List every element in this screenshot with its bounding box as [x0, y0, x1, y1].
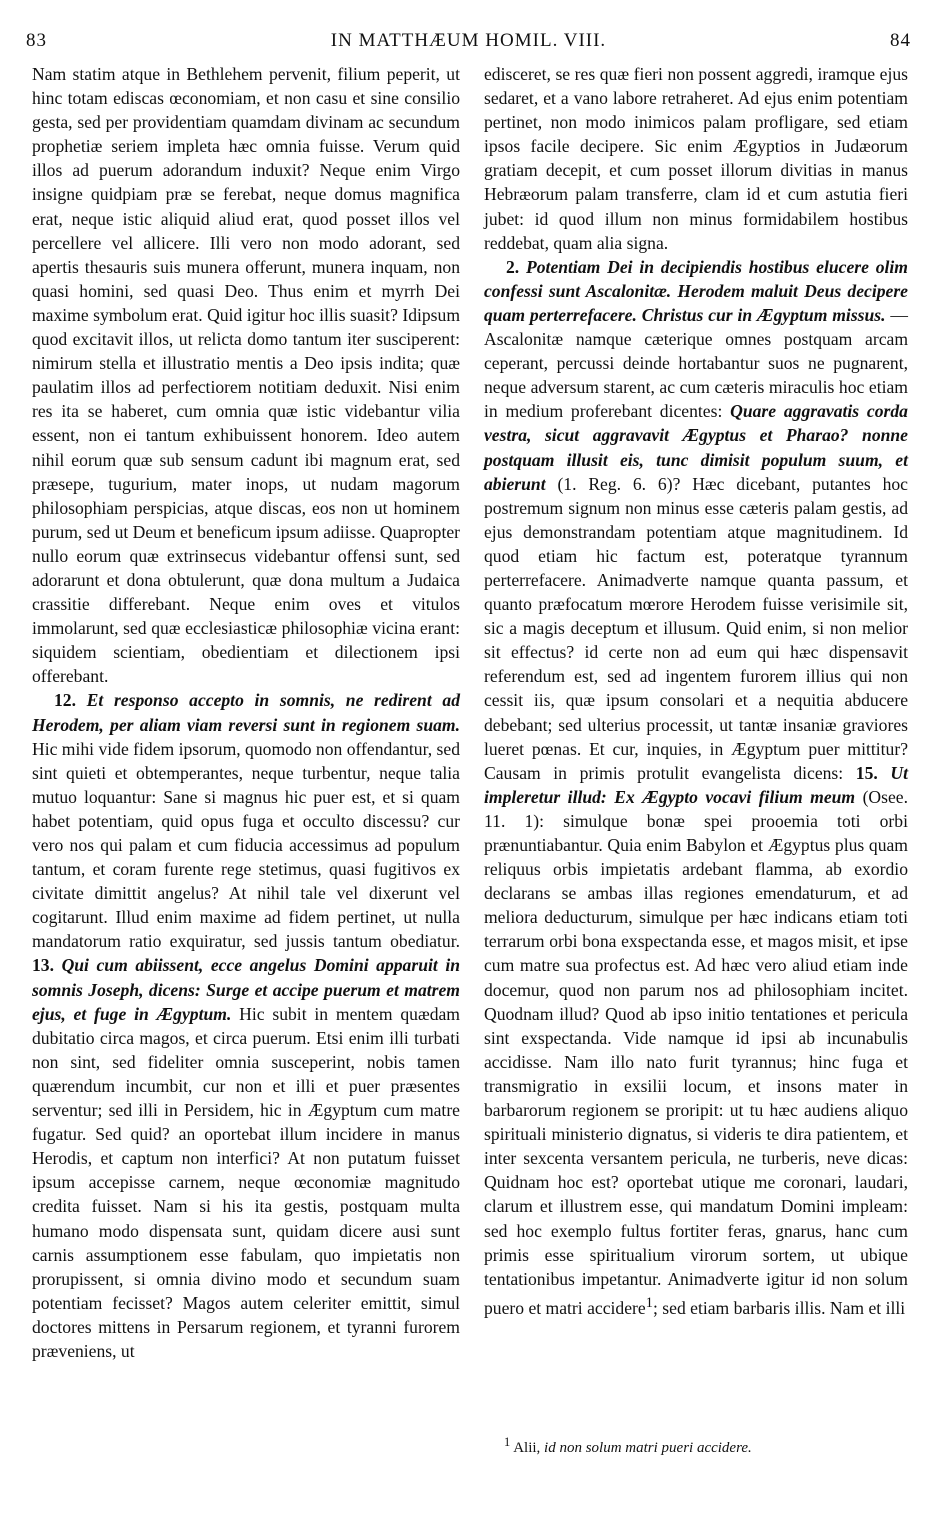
verse-12 — [32, 688, 460, 1363]
left-column — [32, 62, 460, 1363]
verse-number: 12. — [54, 690, 76, 711]
scripture-quote: Quare aggravatis corda vestra, sicut aggravavit Ægyptus et Pharao? nonne postquam illusit eis, tunc dimisit populum suum, et abierunt — [484, 401, 908, 494]
paragraph-text: ; sed etiam barbaris illis. Nam et illi — [653, 1297, 906, 1318]
paragraph-text: Hæc dicebant, putantes hoc postremum signum non minus esse cæteris palam gestis, ad ejus demonstrandam potentiam atque magnitudinem. Id quod etiam hic factum est, poteratque tyrannum perterrefacere. Animadverte namque quanta passum, et quanto præfocatum mœrore Herodem fuisse verisimile sit, sic a magis deceptum et illusum. Quid enim, si non melior sit effectus? id certe non ad eum qui hæc dispensavit referendum est, sed ad ingentem furorem illius qui non cessit iis, quæ ipsum consolari et a nequitia abducere debebant; sed ulterius processit, ut tantæ insaniæ graviores lueret pœnas. Et cur, inquies, in Ægyptum puer mittitur? Causam in primis protulit evangelista dicens: — [484, 473, 908, 783]
page-number-right: 84 — [890, 30, 911, 51]
section-summary: Potentiam Dei in decipiendis hostibus elucere olim confessi sunt Ascalonitæ. Herodem maluit Deus decipere quam perterrefacere. Christus cur in Ægyptum missus. — [484, 256, 908, 325]
paragraph-text: — Ascalonitæ namque cæterique omnes postquam arcam ceperant, percussi deinde hortabantur suos ne pugnarent, neque adversum starent, ac cum cæteris miraculis hoc etiam in medium proferebant dicentes: — [484, 304, 908, 422]
section-number: 2. — [506, 256, 520, 277]
paragraph — [32, 62, 460, 688]
verse-text: Qui cum abiissent, ecce angelus Domini apparuit in somnis Joseph, dicens: Surge et accipe puerum et matrem ejus, et fuge in Ægyptum. — [32, 955, 460, 1024]
running-header — [26, 30, 911, 56]
verse-number: 13. — [32, 955, 54, 976]
paragraph-text: edisceret, se res quæ fieri non possent aggredi, iramque ejus sedaret, et a vano labore retraheret. Ad ejus enim potentiam pertinet, non modo inimicos palam profligare, sed etiam ipsos facile decipere. Sic enim Ægyptios in Judæorum gratiam decepit, et cum posset illorum divitias in manus Hebræorum palam transferre, clam id et cum astutia fieri jubet: id quod illum non minus formidabilem hostibus reddebat, quam alia signa. — [484, 64, 908, 253]
running-title: IN MATTHÆUM HOMIL. VIII. — [330, 30, 607, 51]
scripture-reference: (1. Reg. 6. 6)? — [557, 473, 681, 494]
verse-text: Ut impleretur illud: Ex Ægypto vocavi filium meum — [484, 762, 909, 807]
scripture-reference: (Osee. 11. 1): — [484, 786, 908, 831]
section-2 — [484, 255, 908, 1320]
paragraph-text: simulque bonæ spei prooemia toti orbi prænuntiabantur. Quia enim Babylon et Ægyptus plus quam reliquus orbis impietatis ardebant flamma, ab exordio declarans se ambas illas regiones emendaturum, et ad meliora deducturum, simulque per hæc indicans etiam toti terrarum orbi bona exspectanda esse, et magos misit, et ipse cum matre sua profectus est. Ad hæc vero aliud etiam inde docemur, quod non parum nos ad philosophiam incitet. Quodnam illud? Quod ab ipso initio tentationes et pericula sint exspectanda. Vide namque id ipsi ab incunabulis accidisse. Nam illo nato furit tyrannus; hinc fuga et transmigratio in exsilii locum, et insons mater in barbarorum regionem se proripit: ut tu hæc audiens aliquo spirituali ministerio dignatus, si videris te dira patientem, et inter sexcenta versantem pericula, ne turberis, neve dicas: Quidnam hoc est? oportebat utique me coronari, laudari, clarum et illustrem esse, qui mandatum Domini impleam: sed hoc exemplo fultus fortiter feras, gnarus, hanc cum primis esse spiritualium virorum sortem, ut ubique tentationibus impetantur. Animadverte igitur id non solum puero et matri accidere — [484, 810, 908, 1318]
footnote-number: 1 — [504, 1435, 511, 1449]
verse-text: Et responso accepto in somnis, ne redirent ad Herodem, per aliam viam reversi sunt in regionem suam. — [32, 690, 460, 735]
page-number-left: 83 — [26, 30, 47, 51]
verse-number: 15. — [855, 762, 878, 783]
right-column — [484, 62, 908, 1320]
footnote-prefix: Alii, — [513, 1440, 541, 1456]
paragraph-text: Nam statim atque in Bethlehem pervenit, filium peperit, ut hinc totam ediscas œconomiam, et non casu et sine consilio gesta, sed per providentiam quamdam divinam ac secundum prophetiæ seriem impleta hæc omnia fuisse. Verum quid illos ad puerum adorandum induxit? Neque enim Virgo insigne quidpiam præ se ferebat, neque domus magnifica erat, neque istic aliquid aliud erat, quod posset illos vel percellere vel allicere. Illi vero non modo adorant, sed apertis thesauris suis munera offerunt, munera inquam, non quasi homini, sed quasi Deo. Thus enim et myrrh Dei maxime symbolum erat. Quid igitur hoc illis suasit? Idipsum quod excitavit illos, ut relicta domo tantum iter susciperent: nimirum stella et illustratio mentis a Deo ipsis indita; quæ paulatim illos ad perfectiorem notitiam deduxit. Nisi enim res ita se haberet, cum omnia quæ istic videbantur vilia essent, non ei tantum exhibuissent honorem. Ideo autem nihil eorum quæ sub sensum cadunt ibi magnum erat, sed præsepe, tugurium, mater inops, ut nudam magorum philosophiam perspicias, atque discas, eos non ut hominem purum, sed ut Deum et beneficum ipsum adiisse. Quapropter nullo eorum quæ extrinsecus videbantur offensi sunt, sed adorarunt et dona obtulerunt, quæ dona multum a Judaica crassitie differebant. Neque enim oves et vitulos immolarunt, sed quæ ecclesiasticæ philosophiæ vicina erant: siquidem scientiam, obedientiam et dilectionem ipsi offerebant. — [32, 64, 461, 687]
footnote-marker: 1 — [645, 1294, 653, 1311]
footnote-text: id non solum matri pueri accidere. — [544, 1440, 752, 1456]
paragraph-text: Hic subit in mentem quædam dubitatio circa magos, et circa puerum. Etsi enim illi turbati non sint, sed fideliter omnia susceperint, nobis tamen quærendum incumbit, cur non et illi et puer præsentes serventur; sed illi in Persidem, hic in Ægyptum cum matre fugatur. Sed quid? an oportebat illum incidere in manus Herodis, et captum non interfici? At non putatum fuisset ipsum accepisse carnem, neque œconomiæ magnitudo credita fuisset. Nam si his ita gestis, postquam multa humano modo dispensata sunt, quidam dicere ausi sunt carnis assumptionem esse fabulam, quo impietatis non prorupissent, si omnia divino modo et secundum suam potentiam fecisset? Magos autem celeriter emittit, simul doctores mittens in Persarum regionem, et tyranni furorem præveniens, ut — [32, 1003, 460, 1361]
paragraph — [484, 62, 908, 255]
footnote — [504, 1432, 904, 1458]
paragraph-text: Hic mihi vide fidem ipsorum, quomodo non offendantur, sed sint quieti et obtemperantes, neque turbentur, neque talia mutuo loquantur: Sane si magnus hic puer est, et si quam habet potentiam, quid opus fuga et occulto discessu? cur vero nos qui palam et cum fiducia accessimus ad populum tantum, et coram furente rege stetimus, quasi fugitivos ex civitate dimittit angelus? At nihil tale vel dixerunt vel cogitarunt. Illud enim maxime ad fidem pertinet, ut nulla mandatorum ratio exquiratur, sed jussis tantum obediatur. — [32, 738, 460, 952]
